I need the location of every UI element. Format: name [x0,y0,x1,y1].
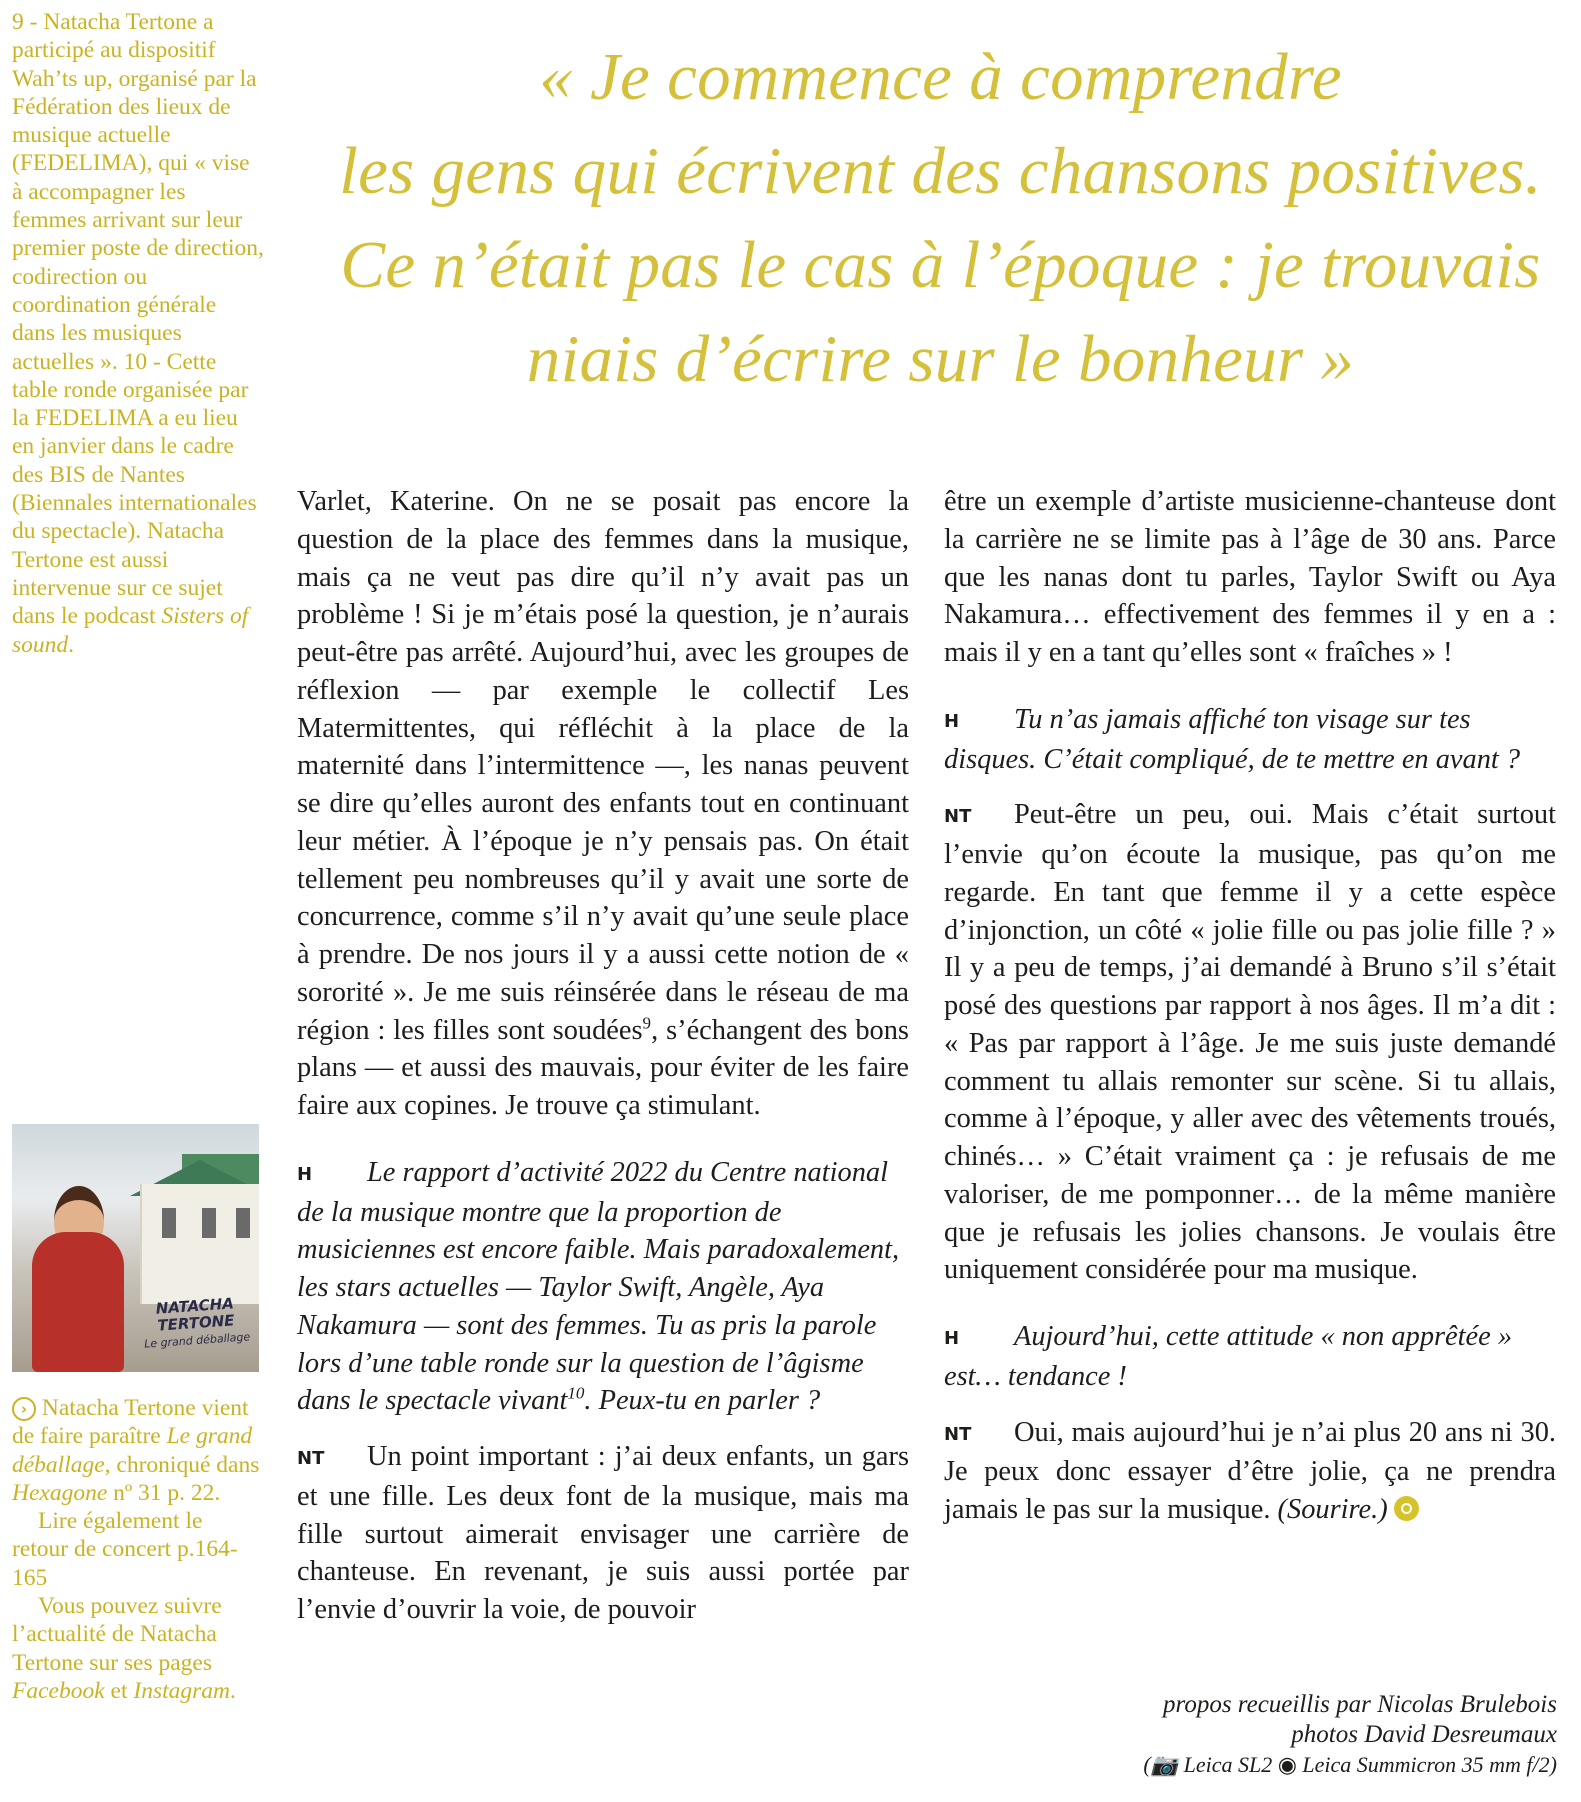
camera-gear-credit: (📷 Leica SL2 ◉ Leica Summicron 35 mm f/2) [1143,1752,1557,1777]
answer-paragraph [297,1438,909,1629]
question-text: Le rapport d’activité 2022 du Centre national de la musique montre que la proportion de musiciennes est encore faible. Mais paradoxalement, les stars actuelles — Taylor Swift, Angèle, Aya Nakamura — sont des femmes. Tu as pris la parole lors d’une table ronde sur la question de l’âgisme dans le spectacle vivant [297,1156,900,1417]
podcast-title: Sisters of sound [12,603,249,658]
interviewee-marker: NT [944,1423,972,1445]
window-shape [236,1208,250,1238]
answer-paragraph: être un exemple d’artiste musicienne-chanteuse dont la carrière ne se limite pas à l’âge de 30 ans. Parce que les nanas dont tu parles, Taylor Swift ou Aya Nakamura… effectivement des femmes il y en a : mais il y en a tant qu’elles sont « fraîches » ! [944,486,1556,668]
answer-text: Varlet, Katerine. On ne se posait pas encore la question de la place des femmes dans la musique, mais ça ne veut pas dire qu’il n’y avait pas un problème ! Si je m’étais posé la question, je n’aurais peut-être pas arrêté. Aujourd’hui, avec les groupes de réflexion — par exemple le collectif Les Matermittentes, qui réfléchit à la place de la maternité dans l’intermittence —, les nanas peuvent se dire qu’elles auront des enfants tout en continuant leur métier. À l’époque je n’y pensais pas. On était tellement peu nombreuses qu’il y avait une sorte de concurrence, comme s’il n’y avait qu’une seule place à prendre. De nos jours il y a aussi cette notion de « sororité ». Je me suis réinsérée dans le réseau de ma région : les filles sont soudées [297,486,909,1046]
pull-quote-line: Ce n’était pas le cas à l’époque : je trouvais [340,228,1541,302]
footnotes-end: . [68,631,75,658]
footnote-ref-9: 9 [642,1013,652,1033]
answer-text: (Sourire.) [1277,1494,1388,1525]
answer-paragraph [297,483,909,1125]
credits [1143,1690,1557,1780]
answer-text: , s’échangent des bons plans — et aussi des mauvais, pour éviter de les faire faire aux copines. Je trouve ça stimulant. [297,1014,909,1121]
interviewer-marker: H [297,1163,313,1185]
caption-concert-ref: Lire également le retour de concert p.164-165 [12,1508,238,1591]
caption-magazine: Hexagone [12,1479,108,1506]
caption-album: Le grand déballage [12,1423,253,1478]
pull-quote-line: les gens qui écrivent des chansons positives. [339,134,1542,208]
article-column-2 [944,483,1556,1529]
pull-quote-line: niais d’écrire sur le bonheur » [526,322,1355,396]
footnotes-text: 9 - Natacha Tertone a participé au dispositif Wah’ts up, organisé par la Fédération des lieux de musique actuelle (FEDELIMA), qui « vise à accompagner les femmes arrivant sur leur premier poste de direction, codirection ou coordination générale dans les musiques actuelles ». 10 - Cette table ronde organisée par la FEDELIMA a eu lieu en janvier dans le cadre des BIS de Nantes (Biennales internationales du spectacle). Natacha Tertone est aussi intervenue sur ce sujet dans le podcast [12,9,264,630]
pull-quote-line: « Je commence à comprendre [539,40,1342,114]
question-paragraph [297,1154,909,1420]
caption-text: Vous pouvez suivre l’actualité de Natacha Tertone sur ses pages [12,1593,222,1676]
answer-paragraph [944,1414,1556,1529]
caption-text: , chroniqué dans [104,1451,260,1478]
album-cover-image [12,1124,259,1372]
answer-text: Oui, mais aujourd’hui je n’ai plus 20 ans ni 30. Je peux donc essayer d’être jolie, ça ne prendra jamais le pas sur la musique. [944,1416,1556,1525]
child-coat [32,1232,124,1372]
photo-credit: photos David Desreumaux [1291,1721,1557,1748]
footnote-ref-10: 10 [567,1383,585,1403]
window-shape [202,1208,216,1238]
interviewee-marker: NT [297,1448,325,1469]
question-paragraph [944,1318,1556,1396]
end-dot-icon [1394,1496,1419,1521]
answer-text: Peut-être un peu, oui. Mais c’était surtout l’envie qu’on écoute la musique, pas qu’on me regarde. En tant que femme il y a cette espèce d’injonction, un côté « jolie fille ou pas jolie fille ? » Il y a peu de temps, j’ai demandé à Bruno s’il s’était posé des questions par rapport à nos âges. Il m’a dit : « Pas par rapport à l’âge. Je me suis juste demandé comment tu allais remonter sur scène. Si tu allais, comme à l’époque, y aller avec des vêtements troués, chinés… » C’était vraiment ça : je refusais de me valoriser, de me pomponner… de la même manière que je refusais les jolies chansons. Je voulais être uniquement considérée pour ma musique. [944,799,1556,1286]
question-paragraph [944,701,1556,779]
facebook-link[interactable]: Facebook [12,1677,105,1704]
caption-text: nº 31 p. 22. [113,1479,221,1506]
caption-text: et [110,1677,128,1704]
interviewer-marker: H [944,1328,960,1349]
interviewer-marker: H [944,710,960,732]
question-text: Aujourd’hui, cette attitude « non apprêtée » est… tendance ! [944,1321,1513,1392]
answer-paragraph [944,796,1556,1289]
window-shape [162,1208,176,1238]
question-text: Tu n’as jamais affiché ton visage sur tes disques. C’était compliqué, de te mettre en avant ? [944,703,1521,775]
question-text: . Peux-tu en parler ? [584,1385,821,1417]
caption-text: . [230,1677,236,1704]
album-cover-artist: NATACHA TERTONE [155,1294,236,1335]
instagram-link[interactable]: Instagram [133,1677,230,1704]
interview-credit: propos recueillis par Nicolas Brulebois [1163,1691,1557,1718]
pull-quote [300,30,1581,406]
sidebar-footnotes [12,8,264,659]
article-column-1 [297,483,909,1629]
interviewee-marker: NT [944,806,972,828]
album-cover-label [136,1294,255,1353]
house-shape [140,1184,259,1304]
album-cover-title: Le grand déballage [143,1330,251,1351]
sidebar-caption [12,1394,264,1705]
answer-text: Un point important : j’ai deux enfants, un gars et une fille. Les deux font de la musique, mais ma fille surtout aimerait envisager une carrière de chanteuse. En revenant, je suis aussi portée par l’envie d’ouvrir la voie, de pouvoir [297,1441,909,1625]
caption-text: Natacha Tertone vient de faire paraître [12,1395,249,1450]
arrow-circle-icon: › [12,1397,36,1421]
